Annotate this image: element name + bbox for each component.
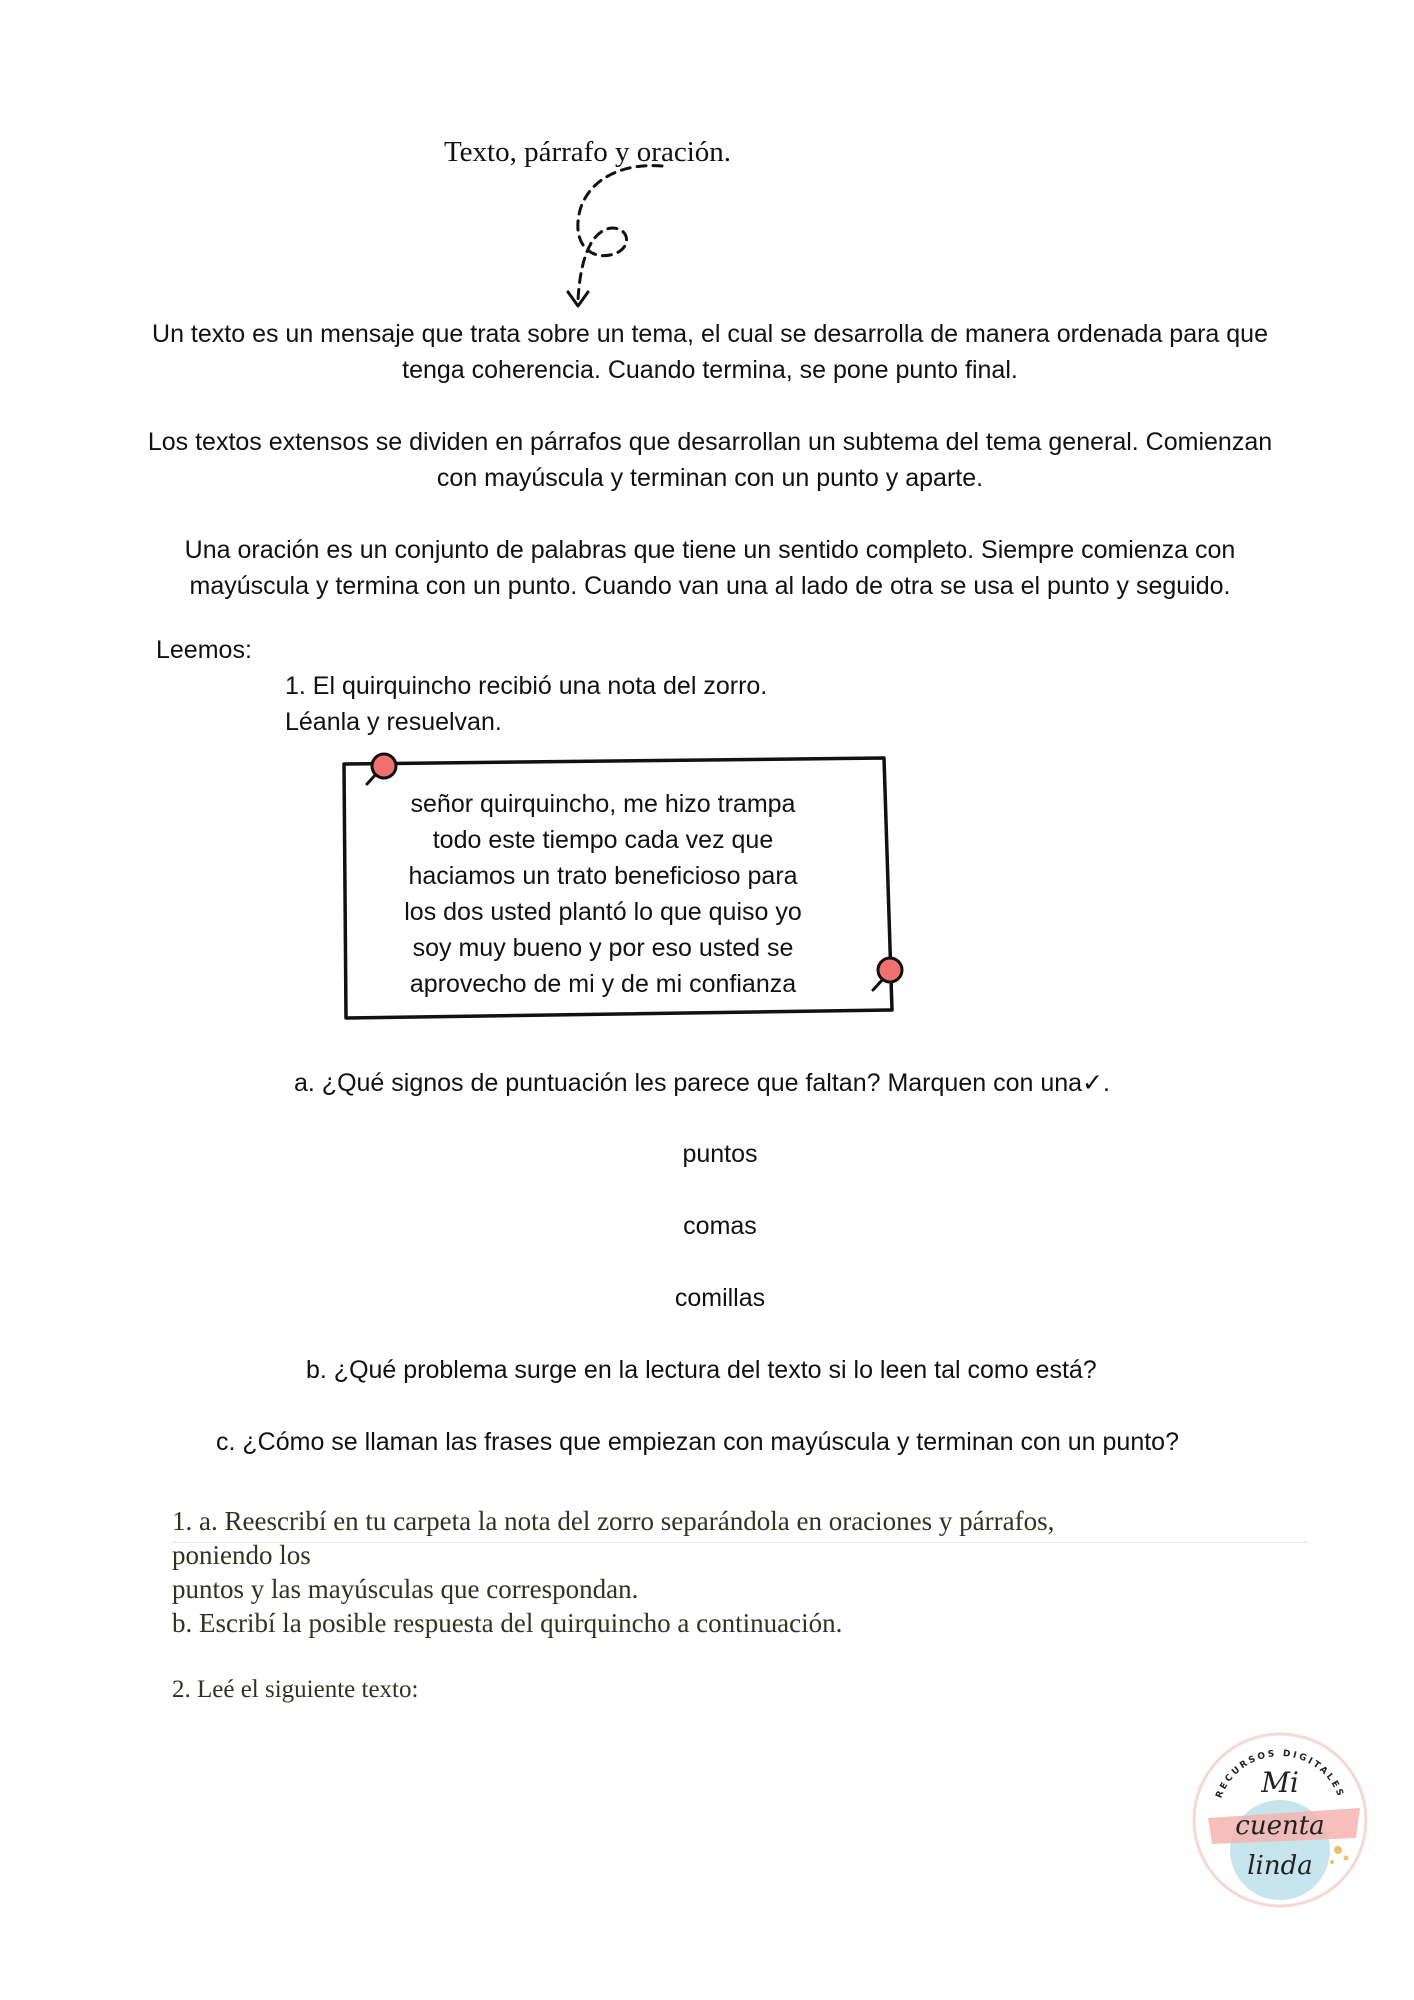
svg-text:linda: linda <box>1247 1851 1313 1881</box>
question-1-line: 1. El quirquincho recibió una nota del zorro. <box>285 672 768 700</box>
activity-line: puntos y las mayúsculas que correspondan. <box>172 1574 639 1604</box>
svg-text:cuenta: cuenta <box>1235 1811 1325 1841</box>
activity-line: poniendo los <box>172 1540 311 1570</box>
question-c: c. ¿Cómo se llaman las frases que empiezan con mayúscula y terminan con un punto? <box>216 1428 1179 1456</box>
activity-line: b. Escribí la posible respuesta del quirquincho a continuación. <box>172 1608 843 1638</box>
fox-note-text <box>374 786 832 1002</box>
page-title: Texto, párrafo y oración. <box>443 136 732 168</box>
option-comas[interactable]: comas <box>683 1212 757 1240</box>
note-line: haciamos un trato beneficioso para <box>408 862 798 890</box>
svg-text:Mi: Mi <box>1261 1766 1299 1799</box>
svg-text:RECURSOS DIGITALES: RECURSOS DIGITALES <box>1214 1748 1346 1800</box>
paragraph-line: mayúscula y termina con un punto. Cuando van una al lado de otra se usa el punto y seguido. <box>189 572 1231 600</box>
paragraph-line: Una oración es un conjunto de palabras que tiene un sentido completo. Siempre comienza con <box>184 536 1236 564</box>
leemos-label: Leemos: <box>156 636 252 664</box>
paragraph-line: tenga coherencia. Cuando termina, se pone punto final. <box>402 356 1018 384</box>
option-comillas[interactable]: comillas <box>674 1284 766 1312</box>
note-line: aprovecho de mi y de mi confianza <box>409 970 797 998</box>
activity-line: 1. a. Reescribí en tu carpeta la nota del zorro separándola en oraciones y párrafos, <box>172 1506 1055 1536</box>
note-line: todo este tiempo cada vez que <box>432 826 774 854</box>
note-line: señor quirquincho, me hizo trampa <box>410 790 796 818</box>
question-a: a. ¿Qué signos de puntuación les parece que faltan? Marquen con una✓. <box>294 1069 1110 1097</box>
paragraph-line: Los textos extensos se dividen en párrafos que desarrollan un subtema del tema general. Comienzan <box>147 428 1273 456</box>
option-puntos[interactable]: puntos <box>682 1140 758 1168</box>
question-1-line: Léanla y resuelvan. <box>285 708 502 736</box>
paragraph-line: Un texto es un mensaje que trata sobre un tema, el cual se desarrolla de manera ordenada para que <box>152 320 1268 348</box>
paragraph-line: con mayúscula y terminan con un punto y aparte. <box>436 464 984 492</box>
activity-1 <box>172 1504 1054 1640</box>
activity-2: 2. Leé el siguiente texto: <box>172 1676 419 1703</box>
question-b: b. ¿Qué problema surge en la lectura del texto si lo leen tal como está? <box>306 1356 1097 1384</box>
note-line: soy muy bueno y por eso usted se <box>412 934 794 962</box>
mi-cuenta-linda-logo <box>1190 1726 1370 1906</box>
note-line: los dos usted plantó lo que quiso yo <box>404 898 802 926</box>
